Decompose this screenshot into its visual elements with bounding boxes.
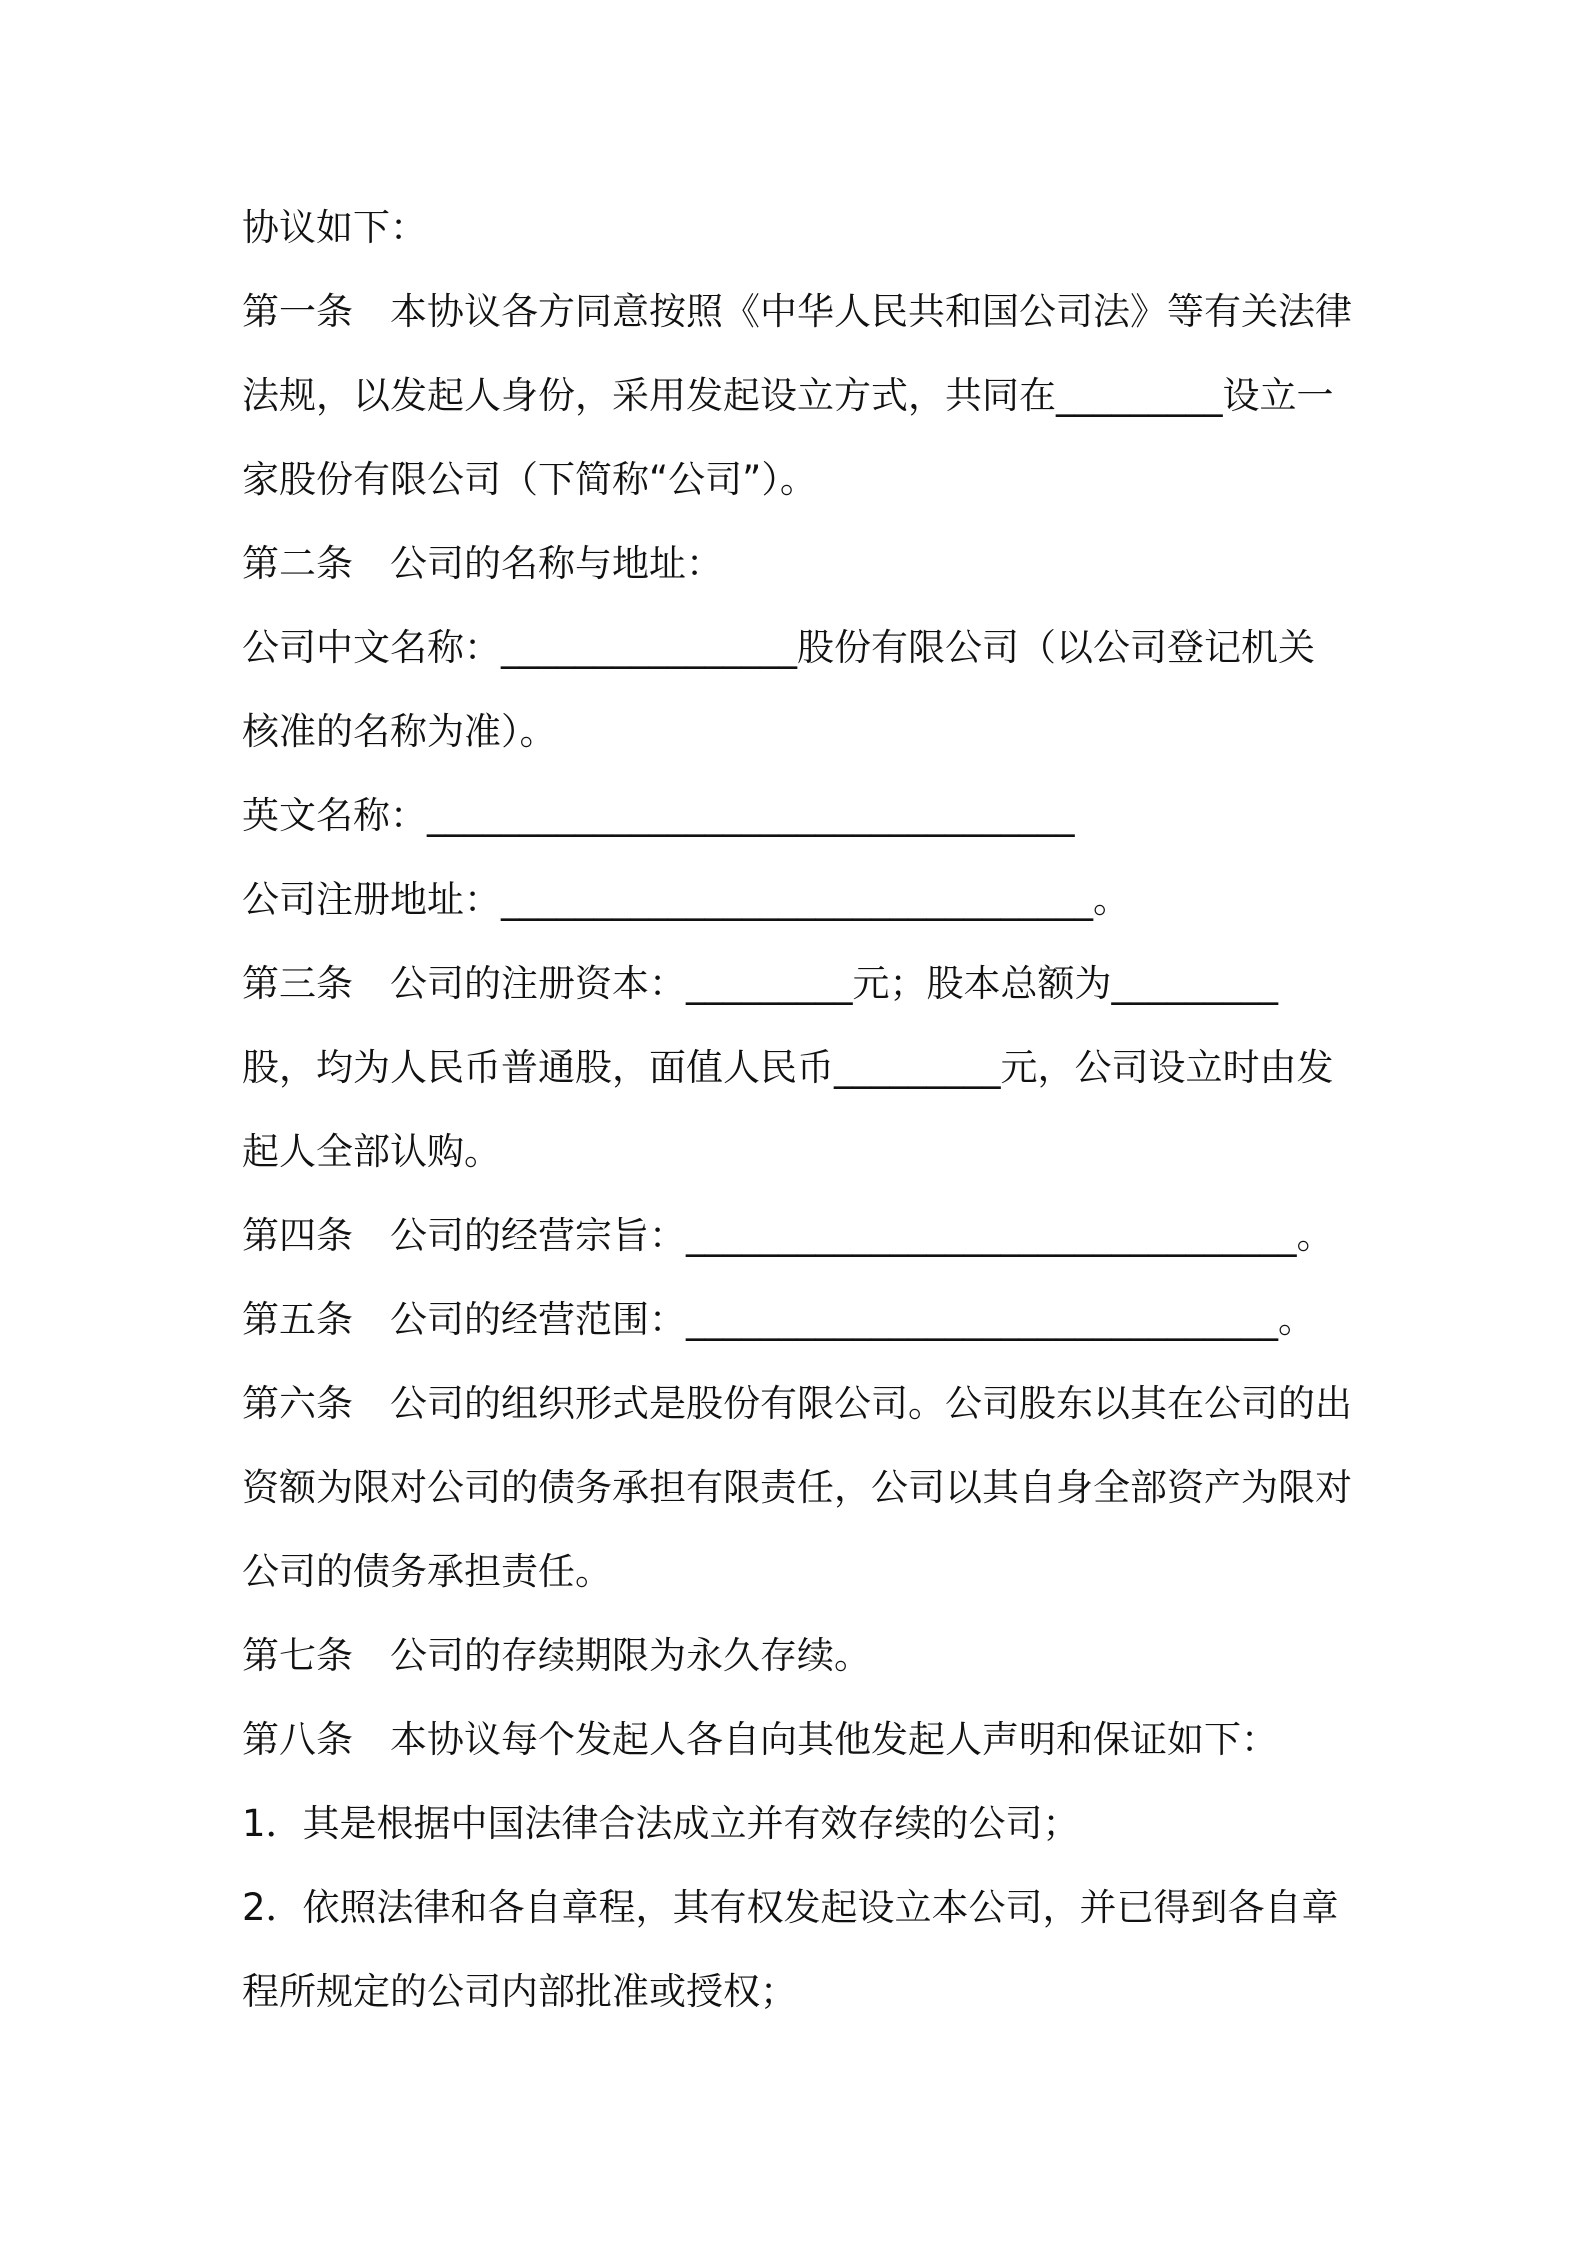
article-1-line-3: 家股份有限公司（下简称“公司”）。 — [242, 458, 817, 501]
article-4-line: 第四条 公司的经营宗旨：_________________________________。 — [242, 1214, 1334, 1257]
article-8-item-2-line-1: 2．依照法律和各自章程，其有权发起设立本公司，并已得到各自章 — [242, 1886, 1339, 1929]
article-6-line-2: 资额为限对公司的债务承担有限责任，公司以其自身全部资产为限对 — [242, 1466, 1352, 1509]
article-6-line-1: 第六条 公司的组织形式是股份有限公司。公司股东以其在公司的出 — [242, 1382, 1352, 1425]
article-6-line-3: 公司的债务承担责任。 — [242, 1550, 612, 1593]
article-8-item-2-line-2: 程所规定的公司内部批准或授权； — [242, 1970, 797, 2013]
article-3-line-1: 第三条 公司的注册资本：_________元；股本总额为_________ — [242, 962, 1278, 1005]
article-2-heading: 第二条 公司的名称与地址： — [242, 542, 723, 585]
chinese-name-line-2: 核准的名称为准）。 — [242, 710, 557, 753]
chinese-name-line-1: 公司中文名称：________________股份有限公司（以公司登记机关 — [242, 626, 1315, 669]
article-1-line-2: 法规，以发起人身份，采用发起设立方式，共同在_________设立一 — [242, 374, 1334, 417]
english-name-line: 英文名称：___________________________________ — [242, 794, 1075, 837]
article-1-line-1: 第一条 本协议各方同意按照《中华人民共和国公司法》等有关法律 — [242, 290, 1352, 333]
article-8-item-1: 1．其是根据中国法律合法成立并有效存续的公司； — [242, 1802, 1080, 1845]
article-5-line: 第五条 公司的经营范围：________________________________。 — [242, 1298, 1315, 1341]
registered-address-line: 公司注册地址：________________________________。 — [242, 878, 1130, 921]
article-3-line-2: 股，均为人民币普通股，面值人民币_________元，公司设立时由发 — [242, 1046, 1334, 1089]
article-3-line-3: 起人全部认购。 — [242, 1130, 501, 1173]
article-8-heading: 第八条 本协议每个发起人各自向其他发起人声明和保证如下： — [242, 1718, 1278, 1761]
article-7-line: 第七条 公司的存续期限为永久存续。 — [242, 1634, 871, 1677]
intro-line: 协议如下： — [242, 206, 427, 249]
